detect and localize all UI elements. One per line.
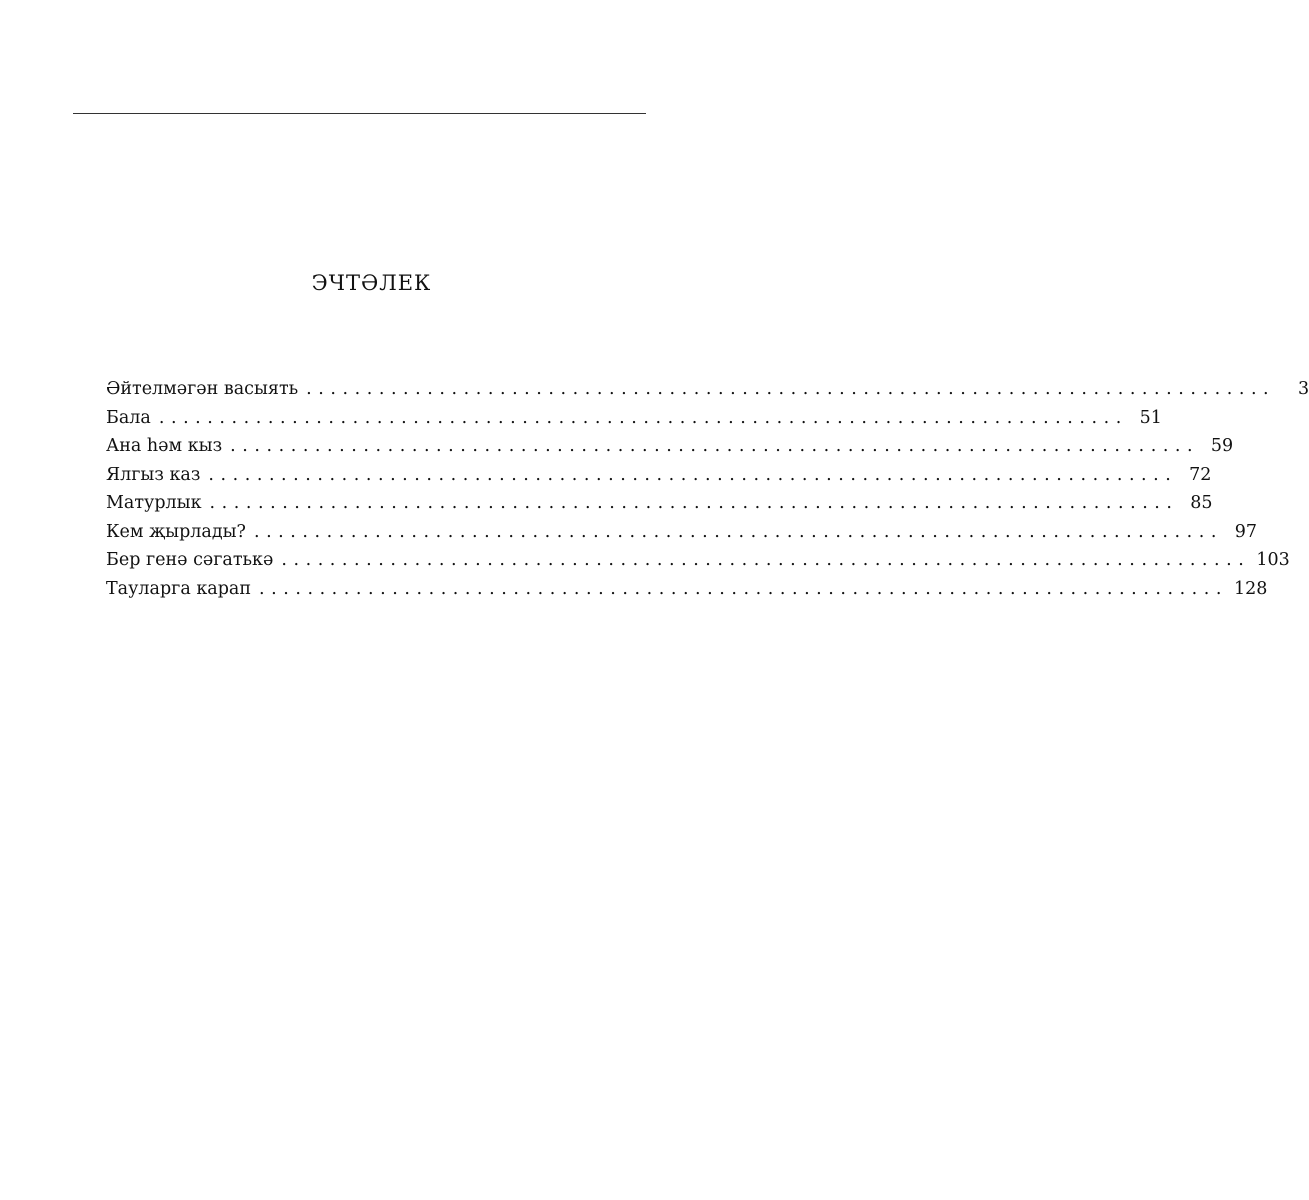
toc-item-page: 103 <box>1256 550 1290 570</box>
toc-item-page: 128 <box>1234 578 1268 599</box>
toc-item-title: Ялгыз каз <box>106 464 201 485</box>
toc-item[interactable] <box>106 489 1213 518</box>
toc-leader-dots: ................................................................................ <box>208 464 1178 485</box>
toc-leader-dots: ................................................................................ <box>281 550 1251 570</box>
toc-leader-dots: ................................................................................ <box>253 521 1223 542</box>
toc-leader-dots: ................................................................................ <box>306 379 1276 399</box>
toc-item[interactable] <box>106 461 1212 490</box>
toc-item-page: 85 <box>1190 493 1213 513</box>
toc-item-title: Бала <box>106 407 151 428</box>
toc-item[interactable] <box>106 432 1234 461</box>
toc-item[interactable] <box>106 375 1309 404</box>
toc-item[interactable] <box>106 546 1290 575</box>
toc-item-title: Ана һәм кыз <box>106 436 223 456</box>
toc-item[interactable] <box>106 404 1162 433</box>
toc-leader-dots: ................................................................................ <box>230 436 1200 456</box>
top-rule <box>73 113 646 114</box>
toc-leader-dots: ................................................................................ <box>158 407 1128 428</box>
toc-item[interactable] <box>106 575 1268 604</box>
toc-item-title: Кем җырлады? <box>106 521 246 542</box>
toc-leader-dots: ................................................................................ <box>209 493 1179 513</box>
toc-item-page: 97 <box>1234 521 1257 542</box>
toc-item-title: Матурлык <box>106 493 202 513</box>
toc-heading: ЭЧТӘЛЕК <box>311 271 432 295</box>
toc-item-title: Тауларга карап <box>106 578 251 599</box>
toc-leader-dots: ................................................................................ <box>259 578 1229 599</box>
toc-item-page: 51 <box>1139 407 1162 428</box>
toc-item-page: 72 <box>1189 464 1212 485</box>
toc-list <box>106 375 1309 603</box>
toc-item-page: 3 <box>1298 379 1309 399</box>
toc-item[interactable] <box>106 518 1257 547</box>
toc-item-page: 59 <box>1210 436 1234 456</box>
toc-item-title: Әйтелмәгән васыять <box>106 379 299 399</box>
toc-item-title: Бер генә сәгатькә <box>106 550 274 570</box>
